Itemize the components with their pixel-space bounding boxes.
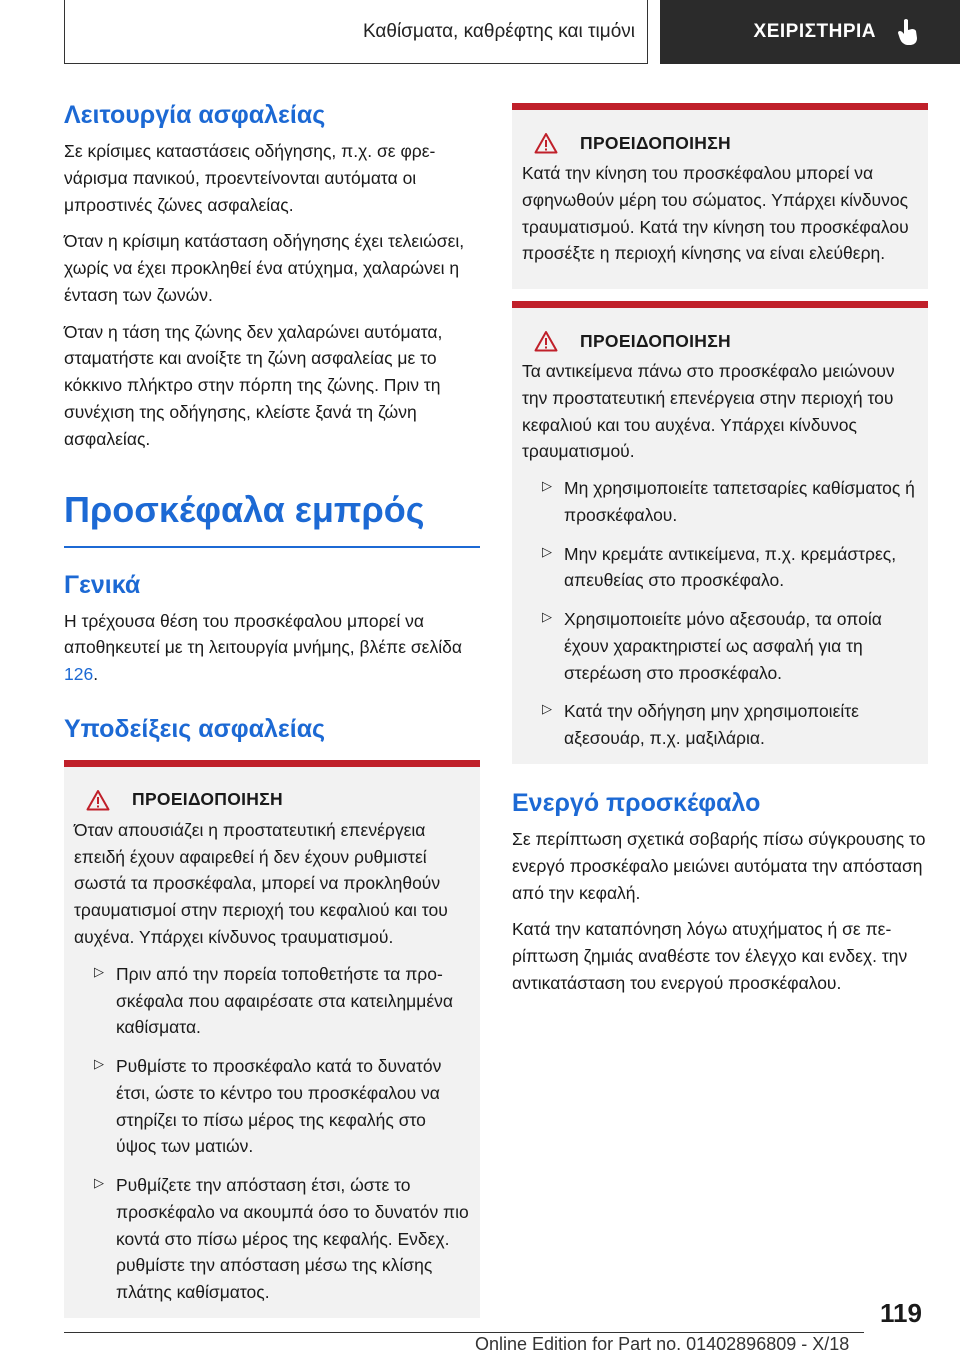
left-column — [64, 100, 480, 1318]
warning-box — [512, 103, 928, 289]
pointing-hand-icon — [896, 18, 920, 46]
warning-triangle-icon — [534, 330, 558, 352]
warning-box — [64, 760, 480, 1318]
list-item — [522, 698, 918, 752]
warning-title — [534, 330, 918, 352]
list-item — [74, 961, 470, 1041]
paragraph-general — [64, 608, 480, 688]
warning-text: Όταν απουσιάζει η προστατευτική επενέργεια επειδή έχουν αφαιρεθεί ή δεν έχουν ρυθμιστεί σωστά τα προσκέφαλα, μπορεί να προκληθούν τραυματισμοί στην περιοχή του κεφαλιού και του αυχένα. Υπάρχει κίνδυνος τραυματισμού. — [74, 819, 448, 947]
warning-title-text: ΠΡΟΕΙΔΟΠΟΙΗΣΗ — [580, 330, 731, 351]
manual-section-tab[interactable] — [660, 0, 960, 64]
warning-triangle-icon — [86, 789, 110, 811]
triangle-bullet-icon: ▷ — [542, 478, 552, 494]
heading-safety-notes: Υποδείξεις ασφαλείας — [64, 714, 326, 743]
list-item — [522, 606, 918, 686]
list-item — [522, 475, 918, 529]
warning-title-text: ΠΡΟΕΙΔΟΠΟΙΗΣΗ — [132, 789, 283, 810]
warning-text: Τα αντικείμενα πάνω στο προσκέφαλο μειώνουν την προστατευτική επενέργεια στην περιοχή του κεφαλιού και του αυχένα. Υπάρχει κίνδυνος τραυματισμού. — [522, 361, 895, 462]
triangle-bullet-icon: ▷ — [542, 701, 552, 717]
chapter-title — [64, 0, 648, 64]
triangle-bullet-icon: ▷ — [94, 1175, 104, 1191]
paragraph: Σε περίπτωση σχετικά σοβαρής πίσω σύγκρουσης το ενεργό προσκέφαλο μειώνει αυτόματα την απόσταση από την κεφαλή. — [512, 829, 926, 903]
list-item-text: Κατά την οδήγηση μην χρησιμοποιείτε αξεσουάρ, π.χ. μαξιλάρια. — [564, 701, 859, 749]
heading-safety-function: Λειτουργία ασφαλείας — [64, 101, 326, 129]
warning-text: Κατά την κίνηση του προσκέφαλου μπορεί να σφηνωθούν μέρη του σώματος. Υπάρχει κίνδυνος τραυματισμού. Κατά την κίνηση του προσκέφαλου προσέξτε η περιοχή κίνησης να είναι ελεύθερη. — [522, 163, 909, 264]
warning-box — [512, 301, 928, 764]
general-text: Η τρέχουσα θέση του προσκέφαλου μπορεί να αποθηκευτεί με τη λειτουργία μνήμης, βλέπε σελίδα — [64, 610, 462, 658]
heading-general: Γενικά — [64, 570, 141, 599]
triangle-bullet-icon: ▷ — [94, 963, 104, 979]
list-item-text: Χρησιμοποιείτε μόνο αξεσουάρ, τα οποία έχουν χαρακτηριστεί ως ασφαλή για τη στερέωση στο προσκέφαλο. — [564, 609, 882, 683]
warning-title — [86, 789, 470, 811]
list-item — [522, 541, 918, 595]
chapter-title-text: Καθίσματα, καθρέφτης και τιμόνι — [362, 20, 635, 42]
triangle-bullet-icon: ▷ — [542, 609, 552, 625]
list-item — [74, 1172, 470, 1306]
paragraph: Όταν η κρίσιμη κατάσταση οδήγησης έχει τελειώσει, χωρίς να έχει προκληθεί ένα ατύχημα, χαλαρώνει η ένταση των ζωνών. — [64, 231, 465, 305]
list-item-text: Μη χρησιμοποιείτε ταπετσαρίες καθίσματος ή προσκέφαλου. — [564, 478, 915, 525]
list-item — [74, 1053, 470, 1160]
list-item-text: Ρυθμίζετε την απόσταση έτσι, ώστε το προσκέφαλο να ακουμπά όσο το δυνατόν πιο κοντά στο πίσω μέρος της κεφαλής. Ενδεχ. ρυθμίστε την απόσταση μέσω της κλίσης πλάτης καθίσματος. — [116, 1175, 469, 1303]
heading-front-headrests: Προσκέφαλα εμπρός — [64, 488, 480, 547]
warning-title-text: ΠΡΟΕΙΔΟΠΟΙΗΣΗ — [580, 132, 731, 153]
page-link[interactable]: 126 — [64, 664, 94, 685]
page-number: 119 — [880, 1298, 922, 1328]
footer-divider — [64, 1332, 864, 1333]
right-column — [512, 103, 928, 1007]
paragraph: Σε κρίσιμες καταστάσεις οδήγησης, π.χ. σε φρενάρισμα πανικού, προεντείνονται αυτόματα οι μπροστινές ζώνες ασφαλείας. — [64, 141, 436, 215]
warning-triangle-icon — [534, 132, 558, 154]
edition-note: Online Edition for Part no. 01402896809 - X/18 — [475, 1334, 850, 1354]
heading-active-headrest: Ενεργό προσκέφαλο — [512, 789, 761, 818]
triangle-bullet-icon: ▷ — [94, 1056, 104, 1072]
paragraph: Κατά την καταπόνηση λόγω ατυχήματος ή σε περίπτωση ζημιάς αναθέστε τον έλεγχο και ενδεχ. την αντικατάσταση του ενεργού προσκέφαλου. — [512, 919, 908, 993]
general-text-end: . — [93, 664, 99, 685]
list-item-text: Ρυθμίστε το προσκέφαλο κατά το δυνατόν έτσι, ώστε το κέντρο του προσκέφαλου να στηρίζει το πίσω μέρος της κεφαλής στο ύψος των ματιών. — [116, 1056, 442, 1157]
manual-section-label: ΧΕΙΡΙΣΤΗΡΙΑ — [753, 21, 876, 42]
warning-title — [534, 132, 918, 154]
paragraph: Όταν η τάση της ζώνης δεν χαλαρώνει αυτόματα, σταματήστε και ανοίξτε τη ζώνη ασφαλείας με το κόκκινο πλήκτρο στην πόρπη της ζώνης. Πριν τη συνέχιση της οδήγησης, κλείστε ξανά τη ζώνη ασφαλείας. — [64, 321, 443, 449]
triangle-bullet-icon: ▷ — [542, 543, 552, 559]
list-item-text: Μην κρεμάτε αντικείμενα, π.χ. κρεμάστρες, απευθείας στο προσκέφαλο. — [564, 543, 897, 591]
list-item-text: Πριν από την πορεία τοποθετήστε τα προσκέφαλα που αφαιρέσατε στα κατειλημμένα καθίσματα. — [116, 963, 454, 1038]
